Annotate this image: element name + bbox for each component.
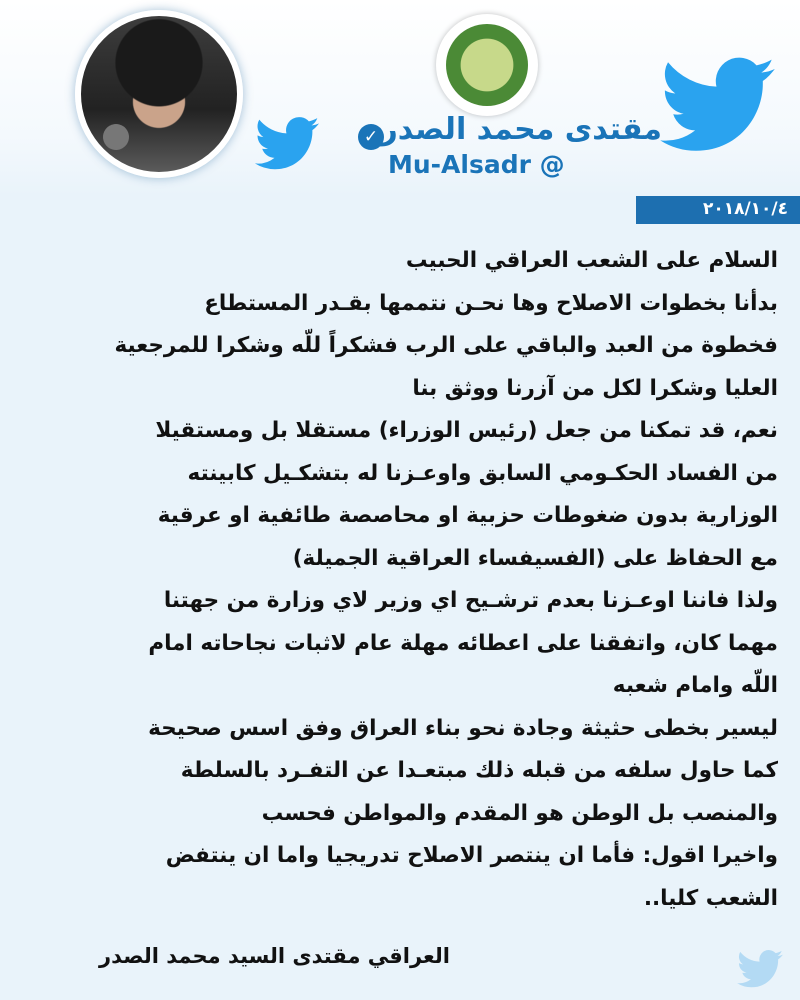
post-line: الوزارية بدون ضغوطات حزبية او محاصصة طائفية او عرقية bbox=[157, 503, 778, 528]
post-signature: العراقي مقتدى السيد محمد الصدر bbox=[98, 944, 450, 968]
post-date: ٢٠١٨/١٠/٤ bbox=[702, 199, 788, 219]
post-line: كما حاول سلفه من قبله ذلك مبتعـدا عن التفـرد بالسلطة bbox=[180, 758, 778, 783]
post-line: ليسير بخطى حثيثة وجادة نحو بناء العراق وفق اسس صحيحة bbox=[148, 715, 778, 741]
post-line: مع الحفاظ على (الفسيفساء العراقية الجميلة) bbox=[292, 545, 778, 571]
post-line: من الفساد الحكـومي السابق واوعـزنا له بتشكـيل كابينته bbox=[187, 460, 778, 486]
post-line: السلام على الشعب العراقي الحبيب bbox=[405, 248, 778, 273]
post-line: العليا وشكرا لكل من آزرنا ووثق بنا bbox=[412, 375, 778, 401]
post-line: ولذا فاننا اوعـزنا بعدم ترشـيح اي وزير لاي وزارة من جهتنا bbox=[163, 588, 778, 613]
post-line: بدأنا بخطوات الاصلاح وها نحـن نتممها بقـدر المستطاع bbox=[204, 290, 778, 316]
post-line: الشعب كليا.. bbox=[643, 885, 778, 911]
logo-emblem bbox=[446, 24, 528, 106]
date-banner bbox=[636, 196, 800, 224]
post-body bbox=[18, 240, 778, 920]
post-line: مهما كان، واتفقنا على اعطائه مهلة عام لاثبات نجاحاته امام bbox=[148, 630, 778, 656]
post-line: فخطوة من العبد والباقي على الرب فشكراً للّه وشكرا للمرجعية bbox=[114, 333, 778, 358]
twitter-bird-icon-faded bbox=[730, 945, 790, 995]
profile-avatar bbox=[75, 10, 243, 178]
verified-badge-icon: ✓ bbox=[358, 124, 384, 150]
twitter-bird-icon bbox=[655, 45, 780, 170]
post-line: واخيرا اقول: فأما ان ينتصر الاصلاح تدريجيا واما ان ينتفض bbox=[165, 843, 778, 868]
author-name: مقتدى محمد الصدر bbox=[380, 112, 662, 147]
post-line: اللّه وامام شعبه bbox=[612, 673, 778, 698]
post-line: نعم، قد تمكنا من جعل (رئيس الوزراء) مستقلا بل ومستقيلا bbox=[155, 418, 778, 443]
microphone-icon bbox=[98, 119, 134, 155]
organization-logo bbox=[436, 14, 538, 116]
author-handle: Mu-Alsadr @ bbox=[388, 150, 565, 179]
post-line: والمنصب بل الوطن هو المقدم والمواطن فحسب bbox=[261, 800, 778, 826]
twitter-bird-icon-small bbox=[252, 110, 322, 180]
